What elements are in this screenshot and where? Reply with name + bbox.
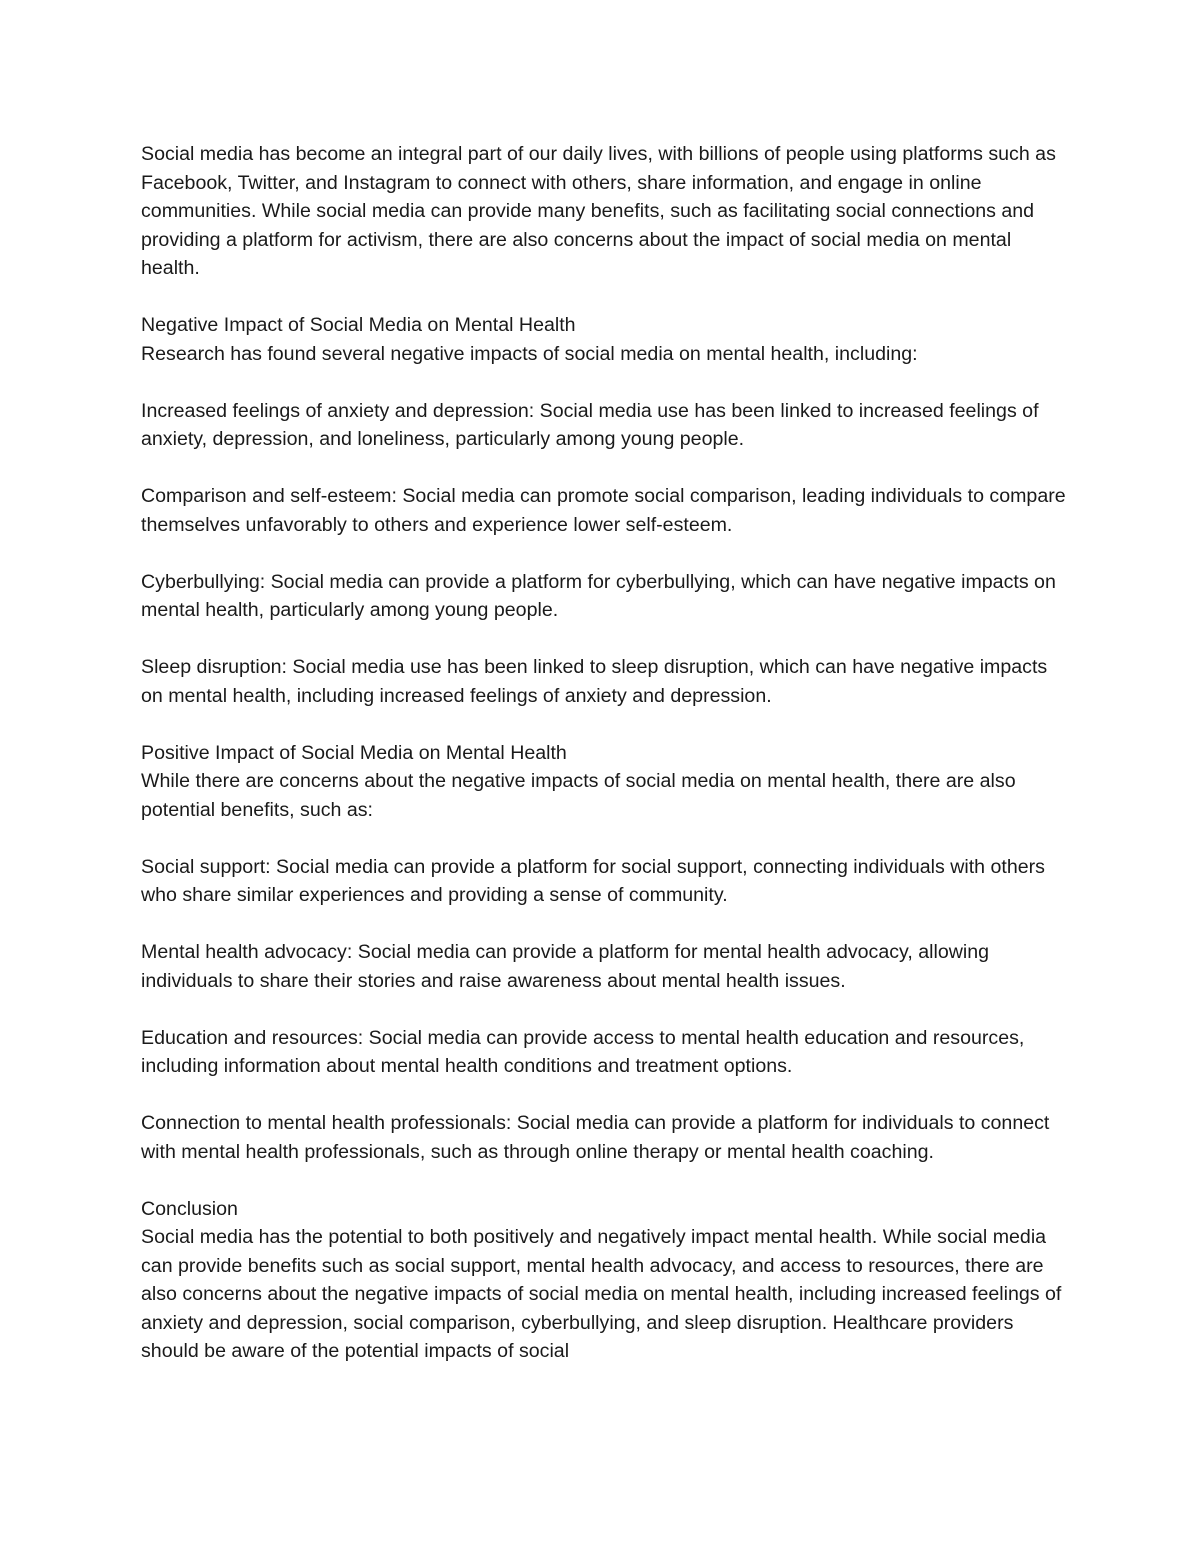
negative-item-anxiety: Increased feelings of anxiety and depression: Social media use has been linked to increased feelings of anxiety, depression, and loneliness, particularly among young people. [141, 399, 1039, 450]
intro-paragraph: Social media has become an integral part of our daily lives, with billions of people using platforms such as Facebook, Twitter, and Instagram to connect with others, share information, and engage in online communities. While social media can provide many benefits, such as facilitating social connections and providing a platform for activism, there are also concerns about the impact of social media on mental health. [141, 143, 1056, 279]
positive-section-heading: Positive Impact of Social Media on Mental Health [141, 741, 567, 764]
negative-section-lead: Research has found several negative impacts of social media on mental health, including: [141, 342, 918, 365]
positive-item-support: Social support: Social media can provide a platform for social support, connecting individuals with others who share similar experiences and providing a sense of community. [141, 855, 1045, 906]
negative-section-heading: Negative Impact of Social Media on Mental Health [141, 314, 576, 336]
negative-item-comparison: Comparison and self-esteem: Social media can promote social comparison, leading individuals to compare themselves unfavorably to others and experience lower self-esteem. [141, 485, 1066, 536]
conclusion-heading: Conclusion [141, 1197, 238, 1220]
document-body [141, 140, 1066, 1394]
negative-item-cyberbullying: Cyberbullying: Social media can provide a platform for cyberbullying, which can have negative impacts on mental health, particularly among young people. [141, 570, 1056, 621]
negative-item-sleep: Sleep disruption: Social media use has been linked to sleep disruption, which can have negative impacts on mental health, including increased feelings of anxiety and depression. [141, 656, 1048, 707]
conclusion-paragraph: Social media has the potential to both positively and negatively impact mental health. While social media can provide benefits such as social support, mental health advocacy, and access to resources, there are also concerns about the negative impacts of social media on mental health, including increased feelings of anxiety and depression, social comparison, cyberbullying, and sleep disruption. Healthcare providers should be aware of the potential impacts of social [141, 1226, 1062, 1362]
positive-item-education: Education and resources: Social media can provide access to mental health education and resources, including information about mental health conditions and treatment options. [141, 1026, 1025, 1077]
positive-section-lead: While there are concerns about the negative impacts of social media on mental health, there are also potential benefits, such as: [141, 770, 1016, 821]
positive-item-professionals: Connection to mental health professionals: Social media can provide a platform for individuals to connect with mental health professionals, such as through online therapy or mental health coaching. [141, 1112, 1050, 1163]
positive-item-advocacy: Mental health advocacy: Social media can provide a platform for mental health advocacy, allowing individuals to share their stories and raise awareness about mental health issues. [141, 941, 990, 992]
